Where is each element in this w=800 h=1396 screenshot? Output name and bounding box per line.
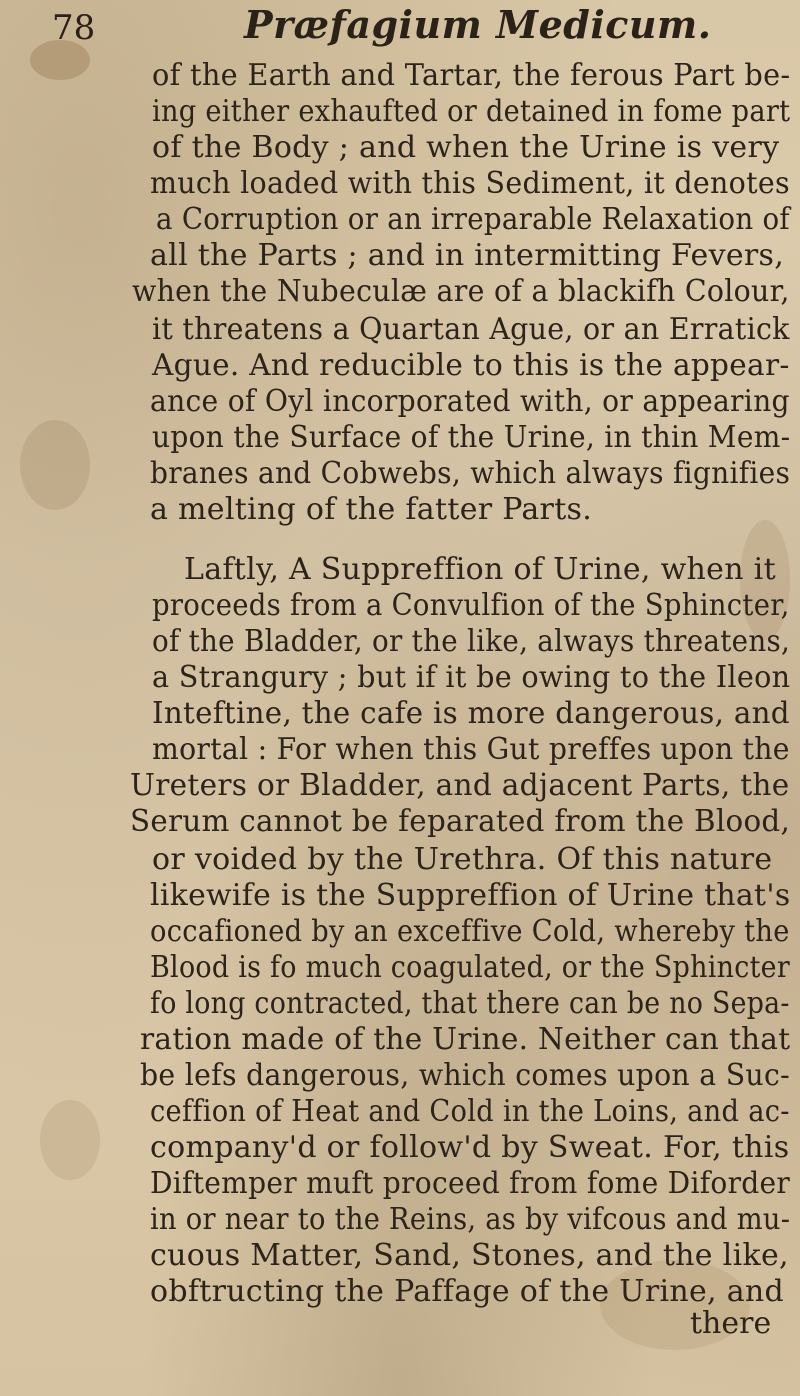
page-number: 78 — [52, 8, 96, 48]
paragraph-start-line: Laftly, A Suppreffion of Urine, when it — [184, 552, 776, 587]
text-line: fo long contracted, that there can be no Sepa- — [150, 986, 790, 1021]
text-line: in or near to the Reins, as by vifcous and mu- — [150, 1202, 791, 1237]
text-line: likewife is the Suppreffion of Urine that's — [150, 878, 791, 913]
text-line: a Strangury ; but if it be owing to the Ileon — [152, 660, 791, 695]
text-line: a Corruption or an irreparable Relaxation of — [156, 202, 790, 237]
text-line: cuous Matter, Sand, Stones, and the like, — [150, 1238, 789, 1273]
text-line: ration made of the Urine. Neither can that — [140, 1022, 791, 1057]
text-line: mortal : For when this Gut preffes upon the — [152, 732, 790, 767]
text-line: much loaded with this Sediment, it denotes — [150, 166, 790, 201]
text-line: or voided by the Urethra. Of this nature — [152, 842, 773, 877]
text-line: Inteftine, the cafe is more dangerous, and — [152, 696, 790, 731]
text-line: Blood is fo much coagulated, or the Sphincter — [150, 950, 791, 985]
text-line: ance of Oyl incorporated with, or appearing — [150, 384, 790, 419]
text-line: obftructing the Paffage of the Urine, and — [150, 1274, 785, 1309]
running-title: Præfagium Medicum. — [244, 2, 712, 47]
text-line: be lefs dangerous, which comes upon a Suc- — [140, 1058, 790, 1093]
text-line: proceeds from a Convulfion of the Sphincter, — [152, 588, 790, 623]
text-line: a melting of the fatter Parts. — [150, 492, 593, 527]
text-line: of the Body ; and when the Urine is very — [152, 130, 780, 165]
text-line: when the Nubeculæ are of a blackifh Colour, — [132, 274, 790, 309]
text-line: upon the Surface of the Urine, in thin Mem- — [152, 420, 791, 455]
text-line: occafioned by an exceffive Cold, whereby the — [150, 914, 790, 949]
text-line: branes and Cobwebs, which always fignifies — [150, 456, 791, 491]
text-line: Ague. And reducible to this is the appear- — [152, 348, 790, 383]
text-line: ceffion of Heat and Cold in the Loins, and ac- — [150, 1094, 790, 1129]
text-line: ing either exhaufted or detained in fome part — [152, 94, 791, 129]
text-line: of the Earth and Tartar, the ferous Part be- — [152, 58, 791, 93]
text-line: it threatens a Quartan Ague, or an Erratick — [152, 312, 790, 347]
text-line: all the Parts ; and in intermitting Fevers, — [150, 238, 785, 273]
text-line: Serum cannot be feparated from the Blood, — [130, 804, 791, 839]
catchword: there — [690, 1306, 772, 1341]
text-line: of the Bladder, or the like, always threatens, — [152, 624, 791, 659]
text-line: Diftemper muft proceed from fome Diforder — [150, 1166, 791, 1201]
text-line: company'd or follow'd by Sweat. For, this — [150, 1130, 790, 1165]
text-line: Ureters or Bladder, and adjacent Parts, the — [130, 768, 790, 803]
